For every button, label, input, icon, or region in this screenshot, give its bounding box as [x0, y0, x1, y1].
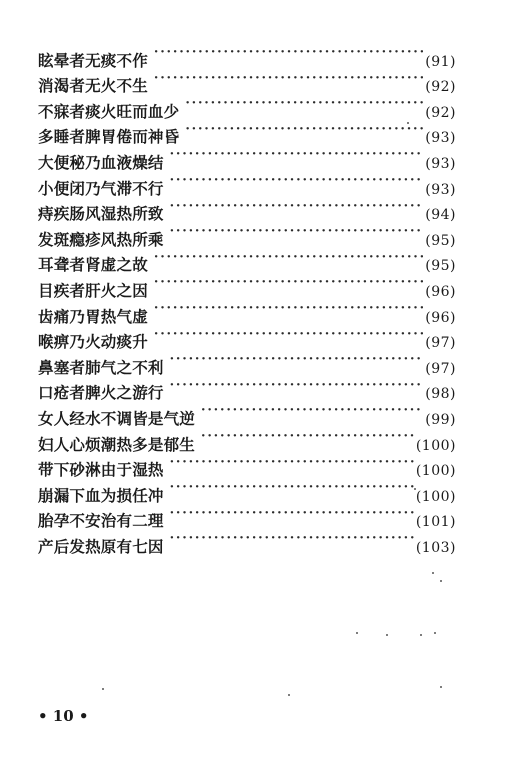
scan-speck — [414, 488, 416, 490]
toc-entry-page: (98) — [425, 386, 456, 403]
toc-leader-dots — [170, 450, 414, 476]
toc-entry-title: 妇人心烦潮热多是郁生 — [38, 434, 196, 454]
toc-entry-page: (95) — [425, 232, 456, 249]
toc-entry-page: (92) — [425, 104, 456, 121]
scan-speck — [440, 686, 442, 688]
toc-entry-page: (97) — [425, 360, 456, 377]
toc-entry-title: 产后发热原有七因 — [38, 536, 164, 556]
toc-leader-dots — [154, 245, 423, 271]
toc-leader-dots — [154, 322, 423, 348]
scan-speck — [420, 634, 422, 636]
toc-entry-title: 痔疾肠风湿热所致 — [38, 204, 164, 224]
scan-speck — [440, 580, 442, 582]
toc-entry-page: (96) — [425, 283, 456, 300]
toc-entry-title: 胎孕不安治有二理 — [38, 511, 164, 531]
scan-speck — [407, 122, 409, 124]
scan-speck — [288, 694, 290, 696]
toc-entry-page: (101) — [415, 514, 456, 531]
toc-leader-dots — [201, 424, 414, 450]
toc-entry-title: 小便闭乃气滞不行 — [38, 178, 164, 198]
toc-leader-dots — [170, 526, 414, 552]
toc-entry-title: 目疾者肝火之因 — [38, 280, 148, 300]
toc-leader-dots — [170, 219, 424, 245]
toc-entry-title: 不寐者痰火旺而血少 — [38, 101, 180, 121]
toc-entry-page: (100) — [415, 437, 456, 454]
toc-entry-title: 眩晕者无痰不作 — [38, 50, 148, 70]
toc-entry-title: 消渴者无火不生 — [38, 76, 148, 96]
toc-entry-page: (96) — [425, 309, 456, 326]
toc-entry-page: (99) — [425, 411, 456, 428]
scan-speck — [386, 634, 388, 636]
toc-entry-page: (95) — [425, 258, 456, 275]
toc-entry-title: 大便秘乃血液燥结 — [38, 152, 164, 172]
toc-entry-title: 崩漏下血为损任冲 — [38, 485, 164, 505]
toc-leader-dots — [154, 40, 423, 66]
toc-entry-title: 带下砂淋由于湿热 — [38, 460, 164, 480]
toc-entry-page: (100) — [415, 463, 456, 480]
toc-entry-title: 鼻塞者肺气之不利 — [38, 357, 164, 377]
scan-speck — [434, 632, 436, 634]
toc-entry-page: (92) — [425, 79, 456, 96]
toc-entry-page: (93) — [425, 130, 456, 147]
toc-entry-page: (93) — [425, 155, 456, 172]
toc-leader-dots — [154, 66, 423, 92]
toc-leader-dots — [185, 117, 423, 143]
toc-entry-page: (91) — [425, 53, 456, 70]
toc-leader-dots — [154, 270, 423, 296]
toc-leader-dots — [170, 475, 414, 501]
toc-leader-dots — [170, 501, 414, 527]
toc-entry-page: (93) — [425, 181, 456, 198]
toc-entry-page: (100) — [415, 488, 456, 505]
toc-entry-title: 发斑瘾疹风热所乘 — [38, 229, 164, 249]
toc-leader-dots — [154, 296, 423, 322]
toc-entry-title: 耳聋者肾虚之故 — [38, 255, 148, 275]
toc-leader-dots — [170, 347, 424, 373]
scan-speck — [102, 688, 104, 690]
toc-leader-dots — [201, 398, 423, 424]
toc-entry-page: (103) — [415, 539, 456, 556]
page-number: • 10 • — [38, 707, 89, 725]
toc-leader-dots — [185, 91, 423, 117]
toc-entry-title: 齿痛乃胃热气虚 — [38, 306, 148, 326]
toc-entry-title: 喉痹乃火动痰升 — [38, 332, 148, 352]
toc-leader-dots — [170, 142, 424, 168]
table-of-contents — [38, 40, 456, 556]
toc-entry-title: 女人经水不调皆是气逆 — [38, 408, 196, 428]
toc-entry-page: (97) — [425, 335, 456, 352]
scan-speck — [432, 572, 434, 574]
toc-entry-title: 多睡者脾胃倦而神昏 — [38, 127, 180, 147]
toc-entry-title: 口疮者脾火之游行 — [38, 383, 164, 403]
toc-entry — [38, 40, 456, 70]
scan-speck — [356, 632, 358, 634]
toc-entry-page: (94) — [425, 207, 456, 224]
toc-leader-dots — [170, 194, 424, 220]
toc-leader-dots — [170, 168, 424, 194]
toc-leader-dots — [170, 373, 424, 399]
